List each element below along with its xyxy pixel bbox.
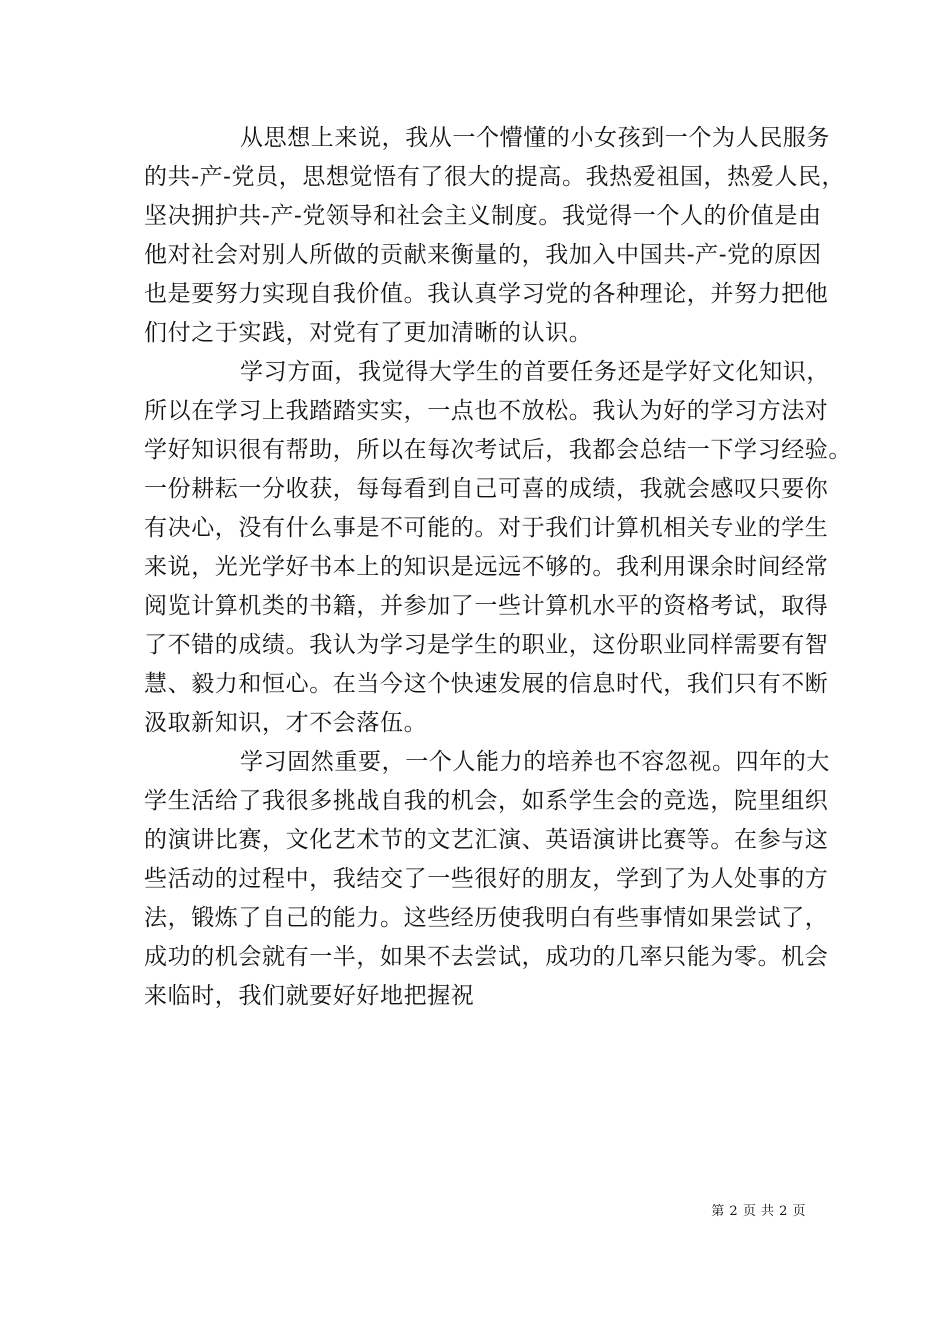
text-line: 们付之于实践，对党有了更加清晰的认识。 xyxy=(144,320,593,346)
text-line: 法，锻炼了自己的能力。这些经历使我明白有些事情如果尝试了， xyxy=(144,905,829,931)
text-line: 汲取新知识，才不会落伍。 xyxy=(144,710,428,736)
text-line: 一份耕耘一分收获，每每看到自己可喜的成绩，我就会感叹只要你 xyxy=(144,476,829,502)
text-line: 了不错的成绩。我认为学习是学生的职业，这份职业同样需要有智 xyxy=(144,632,829,658)
text-line: 来临时，我们就要好好地把握祝 xyxy=(144,983,475,1009)
text-line: 从思想上来说，我从一个懵懂的小女孩到一个为人民服务 xyxy=(240,125,830,151)
text-line: 些活动的过程中，我结交了一些很好的朋友，学到了为人处事的方 xyxy=(144,866,829,892)
page-number-footer: 第 2 页 共 2 页 xyxy=(711,1204,806,1219)
text-line: 学习固然重要，一个人能力的培养也不容忽视。四年的大 xyxy=(240,749,830,775)
text-line: 坚决拥护共-产-党领导和社会主义制度。我觉得一个人的价值是由 xyxy=(144,203,822,229)
text-line: 阅览计算机类的书籍，并参加了一些计算机水平的资格考试，取得 xyxy=(144,593,829,619)
text-line: 有决心，没有什么事是不可能的。对于我们计算机相关专业的学生 xyxy=(144,515,829,541)
text-line: 也是要努力实现自我价值。我认真学习党的各种理论，并努力把他 xyxy=(144,281,829,307)
text-line: 所以在学习上我踏踏实实，一点也不放松。我认为好的学习方法对 xyxy=(144,398,829,424)
text-line: 他对社会对别人所做的贡献来衡量的，我加入中国共-产-党的原因 xyxy=(144,242,822,268)
text-line: 学好知识很有帮助，所以在每次考试后，我都会总结一下学习经验。 xyxy=(144,437,852,463)
text-line: 学生活给了我很多挑战自我的机会，如系学生会的竞选，院里组织 xyxy=(144,788,829,814)
text-line: 慧、毅力和恒心。在当今这个快速发展的信息时代，我们只有不断 xyxy=(144,671,829,697)
text-line: 来说，光光学好书本上的知识是远远不够的。我利用课余时间经常 xyxy=(144,554,829,580)
text-line: 的演讲比赛，文化艺术节的文艺汇演、英语演讲比赛等。在参与这 xyxy=(144,827,829,853)
text-line: 的共-产-党员，思想觉悟有了很大的提高。我热爱祖国，热爱人民， xyxy=(144,164,846,190)
text-line: 学习方面，我觉得大学生的首要任务还是学好文化知识， xyxy=(240,359,830,385)
text-line: 成功的机会就有一半，如果不去尝试，成功的几率只能为零。机会 xyxy=(144,944,829,970)
